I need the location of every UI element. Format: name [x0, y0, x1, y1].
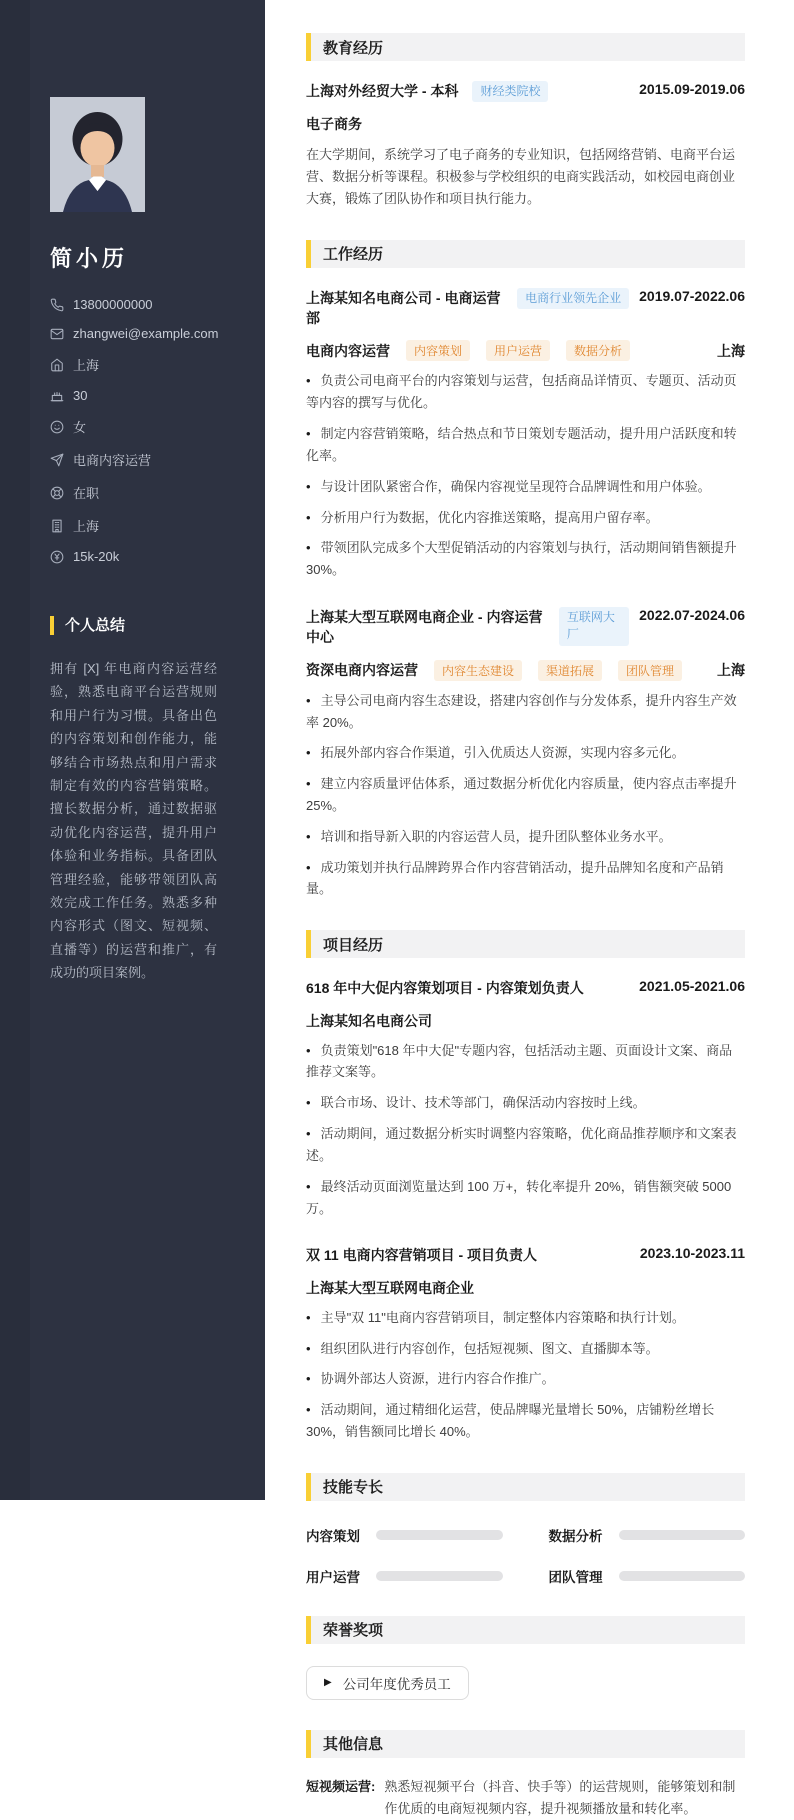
contact-status — [50, 483, 217, 502]
skill-item — [306, 1566, 503, 1586]
project-bullet: • 主导"双 11"电商内容营销项目，制定整体内容策略和执行计划。 — [306, 1307, 745, 1329]
candidate-name: 简小历 — [50, 246, 129, 271]
skill-name: 用户运营 — [306, 1569, 360, 1585]
contact-job-intent-value: 电商内容运营 — [73, 453, 152, 468]
work-bullet: • 与设计团队紧密合作，确保内容视觉呈现符合品牌调性和用户体验。 — [306, 476, 745, 498]
work-role: 资深电商内容运营 — [306, 662, 418, 679]
work-bullet-list — [306, 370, 745, 581]
education-school-degree: 上海对外经贸大学 - 本科 — [306, 83, 459, 99]
project-bullet: • 活动期间，通过数据分析实时调整内容策略，优化商品推荐顺序和文案表述。 — [306, 1123, 745, 1167]
work-role-tag: 渠道拓展 — [538, 660, 602, 681]
gender-icon — [50, 420, 64, 434]
play-icon: ▶ — [324, 1676, 332, 1688]
education-school-tag: 财经类院校 — [472, 81, 548, 102]
project-bullet: • 负责策划"618 年中大促"专题内容，包括活动主题、页面设计文案、商品推荐文案等。 — [306, 1040, 745, 1084]
section-header-skills: 技能专长 — [306, 1473, 745, 1501]
salary-icon — [50, 550, 64, 564]
work-bullet: • 负责公司电商平台的内容策划与运营，包括商品详情页、专题页、活动页等内容的撰写与优化。 — [306, 370, 745, 414]
status-icon — [50, 486, 64, 500]
work-bullet: • 拓展外部内容合作渠道，引入优质达人资源，实现内容多元化。 — [306, 742, 745, 764]
skill-bar-track — [619, 1571, 746, 1581]
work-company-tag: 互联网大厂 — [559, 607, 629, 646]
contact-city-value: 上海 — [73, 519, 100, 534]
work-role-tag: 团队管理 — [618, 660, 682, 681]
sidebar — [0, 0, 265, 1500]
work-bullet: • 分析用户行为数据，优化内容推送策略，提高用户留存率。 — [306, 507, 745, 529]
skill-bar-track — [619, 1530, 746, 1540]
home-icon — [50, 358, 64, 372]
city-icon — [50, 519, 64, 533]
skill-item — [306, 1525, 503, 1545]
job-intent-icon — [50, 453, 64, 467]
education-entry — [306, 81, 745, 210]
section-header-awards: 荣誉奖项 — [306, 1616, 745, 1644]
work-role-tag: 内容策划 — [406, 340, 470, 361]
work-role-tag: 数据分析 — [566, 340, 630, 361]
section-header-other: 其他信息 — [306, 1730, 745, 1758]
contact-city — [50, 516, 217, 535]
education-date: 2015.09-2019.06 — [639, 81, 745, 97]
section-education — [306, 33, 745, 210]
contact-location — [50, 355, 217, 374]
skill-name: 内容策划 — [306, 1528, 360, 1544]
project-company: 上海某知名电商公司 — [306, 1012, 432, 1029]
contact-phone-value: 13800000000 — [73, 297, 153, 312]
project-entry — [306, 978, 745, 1219]
work-role-tag: 内容生态建设 — [434, 660, 522, 681]
contact-age — [50, 388, 217, 403]
work-bullet: • 培训和指导新入职的内容运营人员，提升团队整体业务水平。 — [306, 826, 745, 848]
work-location: 上海 — [717, 342, 745, 359]
award-item-button[interactable] — [306, 1666, 469, 1700]
project-bullet: • 组织团队进行内容创作，包括短视频、图文、直播脚本等。 — [306, 1338, 745, 1360]
work-bullet: • 成功策划并执行品牌跨界合作内容营销活动，提升品牌知名度和产品销量。 — [306, 857, 745, 901]
skill-bar-track — [376, 1530, 503, 1540]
award-label: 公司年度优秀员工 — [342, 1676, 451, 1692]
age-icon — [50, 389, 64, 403]
skill-item — [549, 1525, 746, 1545]
other-info-text: 熟悉短视频平台（抖音、快手等）的运营规则，能够策划和制作优质的电商短视频内容，提升视频播放量和转化率。 — [384, 1778, 736, 1816]
contact-email — [50, 326, 217, 341]
other-info-label: 短视频运营: — [306, 1778, 376, 1794]
work-bullet: • 建立内容质量评估体系，通过数据分析优化内容质量，使内容点击率提升 25%。 — [306, 773, 745, 817]
section-awards — [306, 1616, 745, 1700]
contact-email-value: zhangwei@example.com — [73, 326, 219, 341]
contact-gender — [50, 417, 217, 436]
project-company: 上海某大型互联网电商企业 — [306, 1279, 474, 1296]
project-bullet-list — [306, 1040, 745, 1220]
contact-salary-value: 15k-20k — [73, 549, 120, 564]
section-projects — [306, 930, 745, 1443]
work-company: 上海某知名电商公司 - 电商运营部 — [306, 289, 501, 327]
contact-salary — [50, 549, 217, 564]
work-date: 2019.07-2022.06 — [639, 287, 745, 304]
work-bullet: • 带领团队完成多个大型促销活动的内容策划与执行，活动期间销售额提升 30%。 — [306, 537, 745, 581]
work-date: 2022.07-2024.06 — [639, 607, 745, 624]
sidebar-edge-strip — [0, 0, 30, 1500]
contact-list — [50, 297, 217, 564]
section-header-education: 教育经历 — [306, 33, 745, 61]
project-bullet-list — [306, 1307, 745, 1443]
contact-location-value: 上海 — [73, 358, 100, 373]
contact-phone — [50, 297, 217, 312]
profile-photo — [50, 97, 145, 212]
contact-gender-value: 女 — [73, 420, 87, 435]
contact-status-value: 在职 — [73, 486, 100, 501]
work-role-tag: 用户运营 — [486, 340, 550, 361]
section-other — [306, 1730, 745, 1820]
work-location: 上海 — [717, 662, 745, 679]
project-date: 2023.10-2023.11 — [639, 1245, 745, 1262]
project-bullet: • 联合市场、设计、技术等部门，确保活动内容按时上线。 — [306, 1092, 745, 1114]
resume-main — [265, 0, 794, 1816]
summary-text: 拥有 [X] 年电商内容运营经验，熟悉电商平台运营规则和用户行为习惯。具备出色的内容策划和创作能力，能够结合市场热点和用户需求制定有效的内容营销策略。擅长数据分析，通过数据驱动优化内容运营，提升用户体验和业务指标。具备团队管理经验，能够带领团队高效完成工作任务。熟悉多种内容形式（图文、短视频、直播等）的运营和推广，有成功的项目案例。 — [50, 661, 217, 981]
work-bullet: • 制定内容营销策略，结合热点和节日策划专题活动，提升用户活跃度和转化率。 — [306, 423, 745, 467]
section-work — [306, 240, 745, 900]
contact-age-value: 30 — [73, 388, 88, 403]
skill-bar-track — [376, 1571, 503, 1581]
work-bullet-list — [306, 690, 745, 901]
work-entry — [306, 288, 745, 581]
project-bullet: • 协调外部达人资源，进行内容合作推广。 — [306, 1368, 745, 1390]
work-entry — [306, 607, 745, 900]
section-header-work: 工作经历 — [306, 240, 745, 268]
other-info-row — [306, 1776, 745, 1820]
project-entry — [306, 1245, 745, 1442]
education-description: 在大学期间，系统学习了电子商务的专业知识，包括网络营销、电商平台运营、数据分析等课程。积极参与学校组织的电商实践活动，如校园电商创业大赛，锻炼了团队协作和项目执行能力。 — [306, 147, 736, 207]
summary-section-title: 个人总结 — [50, 616, 217, 635]
skill-name: 数据分析 — [548, 1528, 603, 1544]
project-date: 2021.05-2021.06 — [639, 978, 745, 995]
work-company: 上海某大型互联网电商企业 - 内容运营中心 — [306, 609, 543, 646]
skill-name: 团队管理 — [548, 1569, 603, 1585]
work-company-tag: 电商行业领先企业 — [517, 288, 629, 309]
skill-grid — [306, 1525, 745, 1586]
education-major: 电子商务 — [306, 116, 362, 133]
project-bullet: • 活动期间，通过精细化运营，使品牌曝光量增长 50%，店铺粉丝增长 30%，销售额同比增长 40%。 — [306, 1399, 745, 1443]
work-bullet: • 主导公司电商内容生态建设，搭建内容创作与分发体系，提升内容生产效率 20%。 — [306, 690, 745, 734]
project-name: 双 11 电商内容营销项目 - 项目负责人 — [306, 1247, 538, 1264]
project-name: 618 年中大促内容策划项目 - 内容策划负责人 — [306, 980, 584, 997]
mail-icon — [50, 327, 64, 341]
work-role: 电商内容运营 — [306, 342, 390, 359]
skill-item — [549, 1566, 746, 1586]
project-bullet: • 最终活动页面浏览量达到 100 万+，转化率提升 20%，销售额突破 5000 万。 — [306, 1176, 745, 1220]
section-header-projects: 项目经历 — [306, 930, 745, 958]
phone-icon — [50, 298, 64, 312]
contact-job-intent — [50, 450, 217, 469]
section-skills — [306, 1473, 745, 1586]
